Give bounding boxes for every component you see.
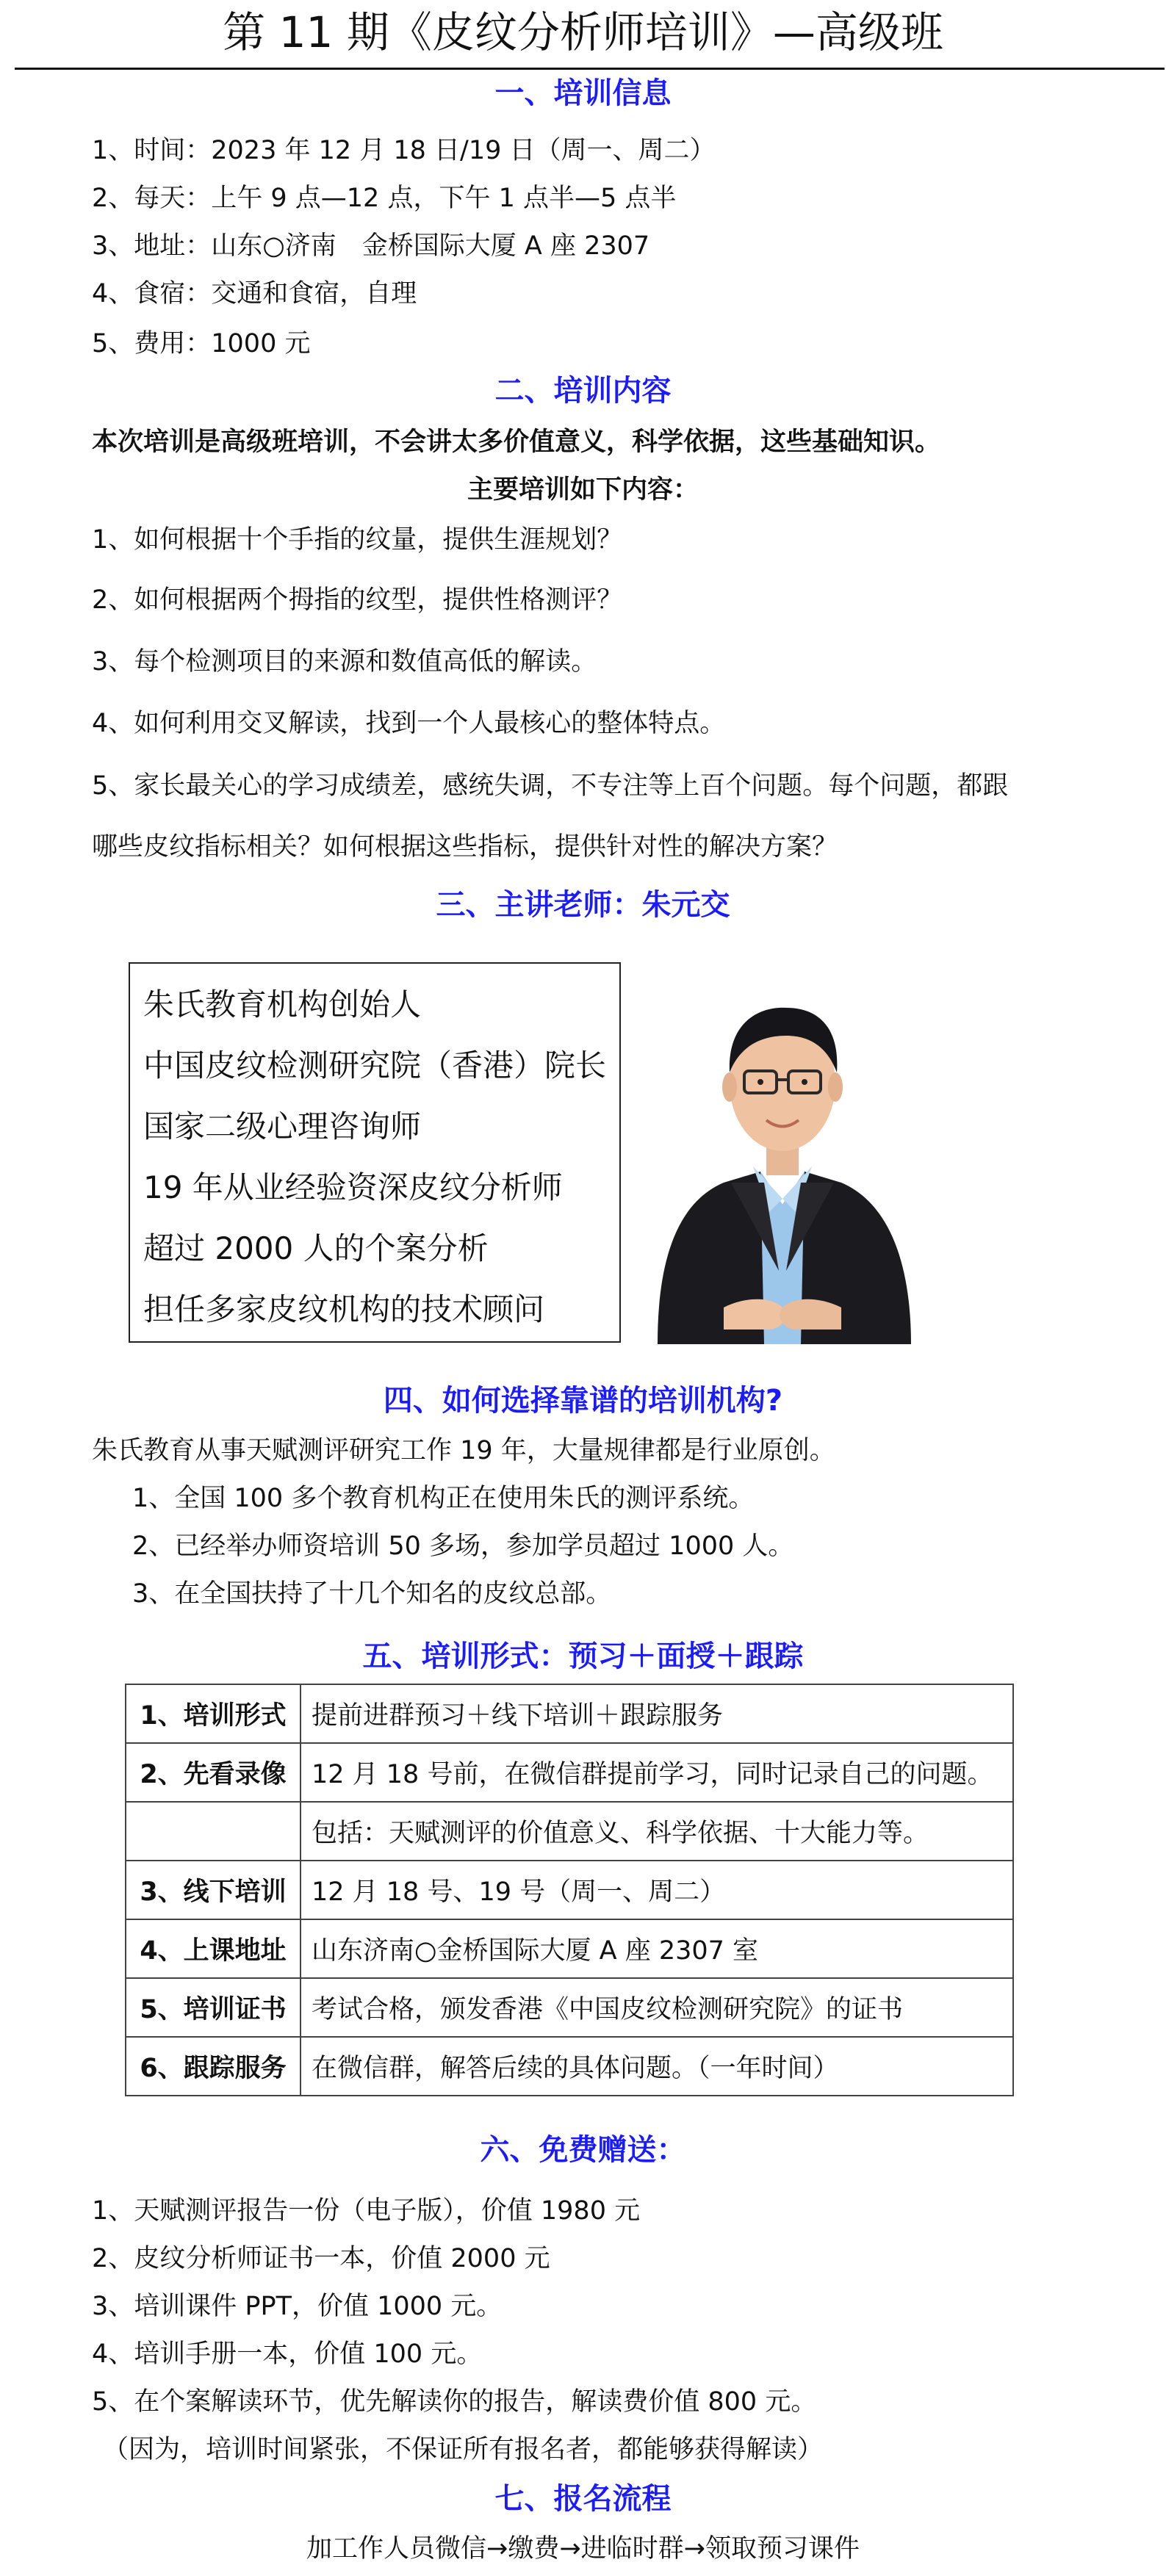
content-intro: 本次培训是高级班培训，不会讲太多价值意义，科学依据，这些基础知识。 [92, 427, 941, 457]
row-value: 包括：天赋测评的价值意义、科学依据、十大能力等。 [301, 1802, 1013, 1861]
bio-line: 中国皮纹检测研究院（香港）院长 [143, 1047, 607, 1083]
institution-line-3: 3、在全国扶持了十几个知名的皮纹总部。 [132, 1579, 612, 1609]
info-line-time: 1、时间：2023 年 12 月 18 日/19 日（周一、周二） [92, 136, 716, 165]
institution-intro: 朱氏教育从事天赋测评研究工作 19 年，大量规律都是行业原创。 [92, 1436, 835, 1465]
table-row [126, 1861, 1013, 1919]
teacher-bio-box [129, 962, 621, 1343]
bio-line: 超过 2000 人的个案分析 [143, 1230, 489, 1266]
schedule-table [125, 1684, 1014, 2096]
gift-line-1: 1、天赋测评报告一份（电子版），价值 1980 元 [92, 2196, 641, 2226]
section-3-heading: 三、主讲老师：朱元交 [436, 888, 730, 922]
gift-line-5: 5、在个案解读环节，优先解读你的报告，解读费价值 800 元。 [92, 2387, 817, 2417]
bio-line: 担任多家皮纹机构的技术顾问 [143, 1291, 545, 1327]
institution-line-1: 1、全国 100 多个教育机构正在使用朱氏的测评系统。 [132, 1484, 755, 1513]
info-line-lodging: 4、食宿：交通和食宿，自理 [92, 279, 417, 309]
table-row [126, 1684, 1013, 1743]
registration-flow: 加工作人员微信→缴费→进临时群→领取预习课件 [306, 2534, 860, 2564]
row-key: 2、先看录像 [126, 1743, 301, 1802]
section-1-heading: 一、培训信息 [494, 76, 672, 110]
row-value: 12 月 18 号、19 号（周一、周二） [301, 1861, 1013, 1919]
table-row [126, 1802, 1013, 1861]
table-row [126, 1743, 1013, 1802]
row-value: 山东济南○金桥国际大厦 A 座 2307 室 [301, 1919, 1013, 1978]
section-7-heading: 七、报名流程 [494, 2482, 672, 2516]
row-value: 12 月 18 号前，在微信群提前学习，同时记录自己的问题。 [301, 1743, 1013, 1802]
row-key: 1、培训形式 [126, 1684, 301, 1743]
section-5-heading: 五、培训形式：预习＋面授＋跟踪 [362, 1639, 804, 1673]
content-line-2: 2、如何根据两个拇指的纹型，提供性格测评？ [92, 585, 623, 615]
bio-line: 国家二级心理咨询师 [143, 1108, 422, 1144]
content-line-3: 3、每个检测项目的来源和数值高低的解读。 [92, 647, 597, 677]
content-line-1: 1、如何根据十个手指的纹量，提供生涯规划？ [92, 525, 623, 555]
table-row [126, 1919, 1013, 1978]
info-line-fee: 5、费用：1000 元 [92, 329, 311, 358]
table-row [126, 2037, 1013, 2096]
row-key: 5、培训证书 [126, 1978, 301, 2037]
info-line-hours: 2、每天：上午 9 点—12 点，下午 1 点半—5 点半 [92, 184, 677, 213]
info-line-address: 3、地址：山东○济南 金桥国际大厦 A 座 2307 [92, 231, 650, 261]
content-line-4: 4、如何利用交叉解读，找到一个人最核心的整体特点。 [92, 709, 726, 738]
bio-line: 朱氏教育机构创始人 [143, 986, 422, 1022]
row-value: 提前进群预习＋线下培训＋跟踪服务 [301, 1684, 1013, 1743]
section-6-heading: 六、免费赠送： [480, 2133, 686, 2167]
row-value: 在微信群，解答后续的具体问题。（一年时间） [301, 2037, 1013, 2096]
row-key [126, 1802, 301, 1861]
institution-line-2: 2、已经举办师资培训 50 多场，参加学员超过 1000 人。 [132, 1531, 794, 1561]
row-value: 考试合格，颁发香港《中国皮纹检测研究院》的证书 [301, 1978, 1013, 2037]
gift-note: （因为，培训时间紧张，不保证所有报名者，都能够获得解读） [103, 2435, 824, 2464]
section-4-heading: 四、如何选择靠谱的培训机构? [383, 1384, 783, 1418]
content-line-5-cont: 哪些皮纹指标相关？如何根据这些指标，提供针对性的解决方案？ [92, 832, 838, 862]
content-line-5: 5、家长最关心的学习成绩差，感统失调，不专注等上百个问题。每个问题，都跟 [92, 771, 1009, 801]
row-key: 6、跟踪服务 [126, 2037, 301, 2096]
page-title: 第 11 期《皮纹分析师培训》—高级班 [223, 7, 943, 57]
title-divider [15, 68, 1165, 70]
row-key: 4、上课地址 [126, 1919, 301, 1978]
table-row [126, 1978, 1013, 2037]
teacher-portrait [643, 962, 922, 1344]
section-2-heading: 二、培训内容 [494, 374, 672, 408]
gift-line-4: 4、培训手册一本，价值 100 元。 [92, 2339, 483, 2369]
row-key: 3、线下培训 [126, 1861, 301, 1919]
gift-line-3: 3、培训课件 PPT，价值 1000 元。 [92, 2292, 503, 2321]
content-subheading: 主要培训如下内容： [467, 475, 699, 505]
gift-line-2: 2、皮纹分析师证书一本，价值 2000 元 [92, 2244, 550, 2273]
bio-line: 19 年从业经验资深皮纹分析师 [143, 1169, 563, 1205]
